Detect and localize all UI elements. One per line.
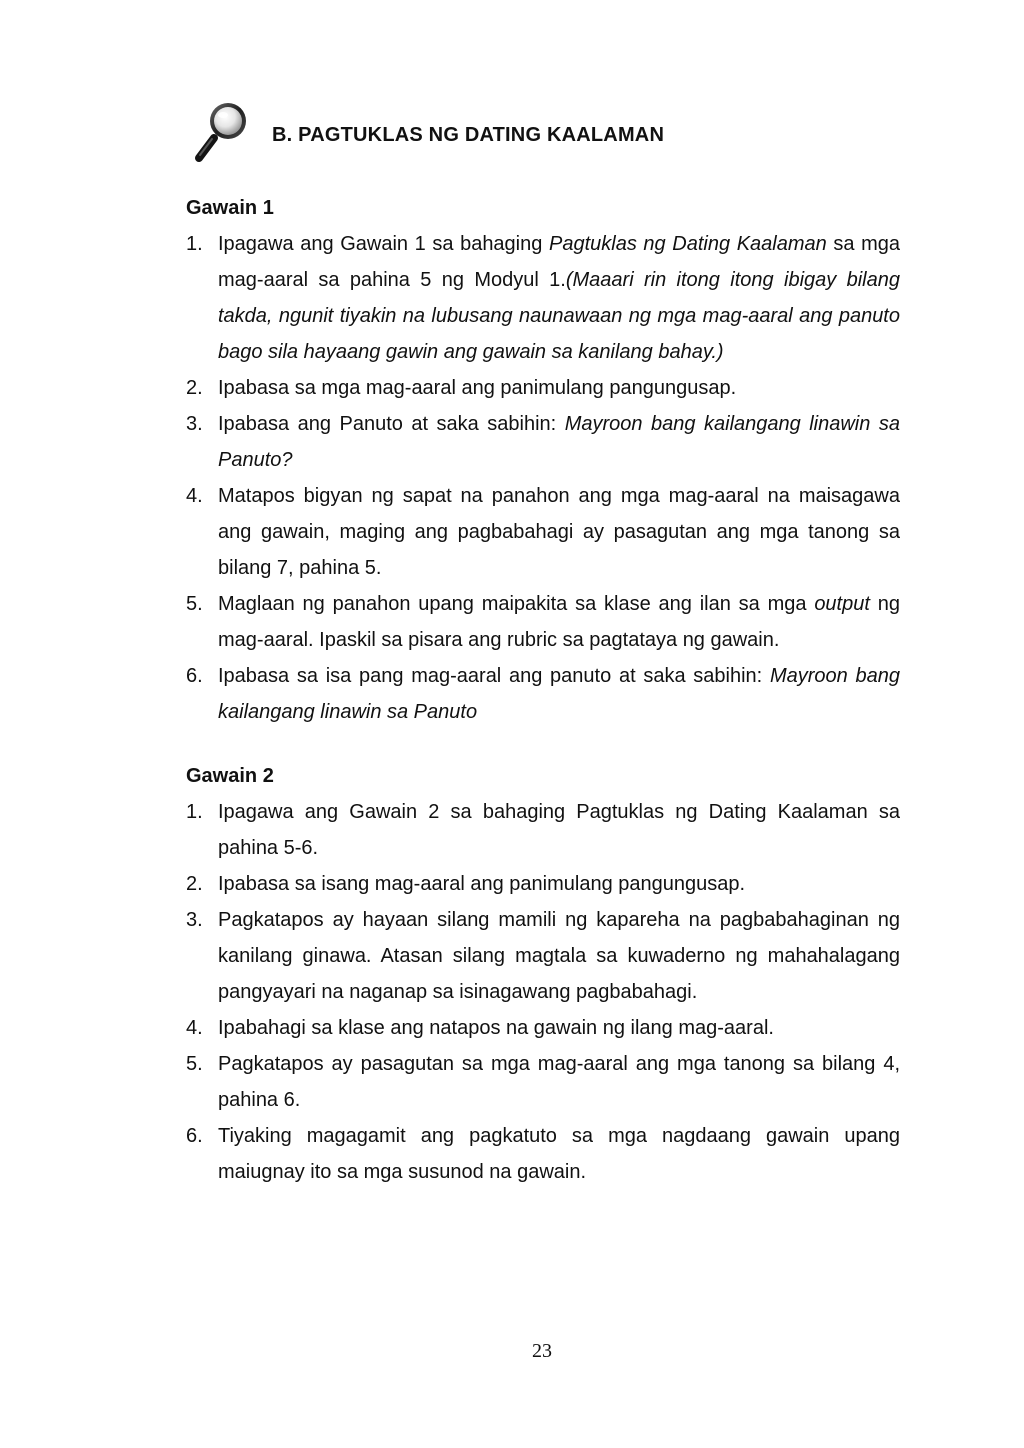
list-item: 4. Matapos bigyan ng sapat na panahon ang mga mag-aaral na maisagawa ang gawain, maging ang pagbabahagi ay pasagutan ang mga tanong sa bilang 7, pahina 5. — [186, 485, 900, 579]
list-item: 2. Ipabasa sa mga mag-aaral ang panimulang pangungusap. — [186, 377, 737, 399]
gawain-2-title: Gawain 2 — [186, 765, 274, 787]
list-item: 3. Pagkatapos ay hayaan silang mamili ng kapareha na pagbabahaginan ng kanilang ginawa. Atasan silang magtala sa kuwaderno ng mahahalagang pangyayari na naganap sa isinagawang pagbabahagi. — [186, 909, 900, 1003]
section-header — [190, 100, 890, 170]
list-item: 6. Tiyaking magagamit ang pagkatuto sa mga nagdaang gawain upang maiugnay ito sa mga susunod na gawain. — [186, 1125, 900, 1183]
section-title: B. PAGTUKLAS NG DATING KAALAMAN — [272, 124, 665, 146]
list-item: 3. Ipabasa ang Panuto at saka sabihin: Mayroon bang kailangang linawin sa Panuto? — [186, 413, 900, 471]
gawain-1-title: Gawain 1 — [186, 197, 274, 219]
list-item: 1. Ipagawa ang Gawain 2 sa bahaging Pagtuklas ng Dating Kaalaman sa pahina 5-6. — [186, 801, 900, 859]
list-item: 5. Maglaan ng panahon upang maipakita sa klase ang ilan sa mga output ng mag-aaral. Ipaskil sa pisara ang rubric sa pagtataya ng gawain. — [186, 593, 900, 651]
list-item: 4. Ipabahagi sa klase ang natapos na gawain ng ilang mag-aaral. — [186, 1017, 774, 1039]
list-item: 2. Ipabasa sa isang mag-aaral ang panimulang pangungusap. — [186, 873, 746, 895]
gawain-2-list — [186, 794, 900, 1190]
gawain-2-section — [186, 758, 900, 1190]
list-item: 1. Ipagawa ang Gawain 1 sa bahaging Pagtuklas ng Dating Kaalaman sa mga mag-aaral sa pahina 5 ng Modyul 1.(Maaari rin itong itong ibigay bilang takda, ngunit tiyakin na lubusang naunawaan ng mga mag-aaral ang panuto bago sila hayaang gawin ang gawain sa kanilang bahay.) — [186, 233, 900, 363]
magnifying-glass-icon — [190, 100, 250, 165]
gawain-1-list — [186, 226, 900, 730]
gawain-1-section — [186, 190, 900, 730]
page-number: 23 — [532, 1340, 552, 1362]
list-item: 6. Ipabasa sa isa pang mag-aaral ang panuto at saka sabihin: Mayroon bang kailangang linawin sa Panuto — [186, 665, 900, 723]
list-item: 5. Pagkatapos ay pasagutan sa mga mag-aaral ang mga tanong sa bilang 4, pahina 6. — [186, 1053, 900, 1111]
